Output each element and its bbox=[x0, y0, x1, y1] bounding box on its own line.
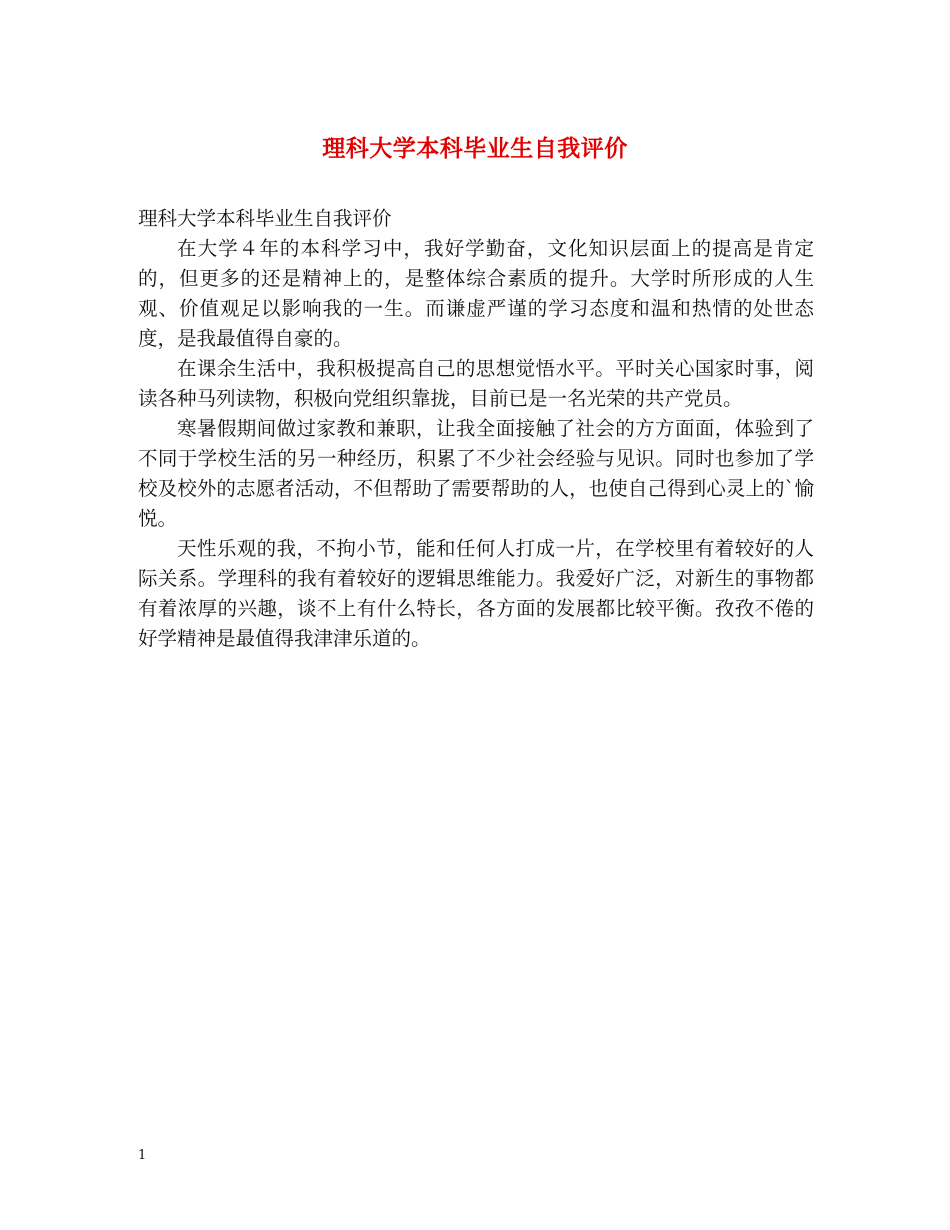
document-body bbox=[138, 204, 814, 654]
document-subtitle: 理科大学本科毕业生自我评价 bbox=[138, 207, 392, 230]
page-number: 1 bbox=[138, 1148, 147, 1163]
paragraph-extracurricular: 在课余生活中，我积极提高自己的思想觉悟水平。平时关心国家时事，阅读各种马列读物，积极向党组织靠拢，目前已是一名光荣的共产党员。 bbox=[138, 357, 814, 410]
paragraph-social-experience: 寒暑假期间做过家教和兼职，让我全面接触了社会的方方面面，体验到了不同于学校生活的另一种经历，积累了不少社会经验与见识。同时也参加了学校及校外的志愿者活动，不但帮助了需要帮助的人，也使自己得到心灵上的`愉悦。 bbox=[138, 417, 814, 530]
document-title: 理科大学本科毕业生自我评价 bbox=[322, 135, 628, 162]
paragraph-personality: 天性乐观的我，不拘小节，能和任何人打成一片，在学校里有着较好的人际关系。学理科的我有着较好的逻辑思维能力。我爱好广泛，对新生的事物都有着浓厚的兴趣，谈不上有什么特长，各方面的发展都比较平衡。孜孜不倦的好学精神是最值得我津津乐道的。 bbox=[138, 537, 814, 650]
paragraph-study: 在大学４年的本科学习中，我好学勤奋，文化知识层面上的提高是肯定的，但更多的还是精神上的，是整体综合素质的提升。大学时所形成的人生观、价值观足以影响我的一生。而谦虚严谨的学习态度和温和热情的处世态度，是我最值得自豪的。 bbox=[138, 237, 814, 350]
